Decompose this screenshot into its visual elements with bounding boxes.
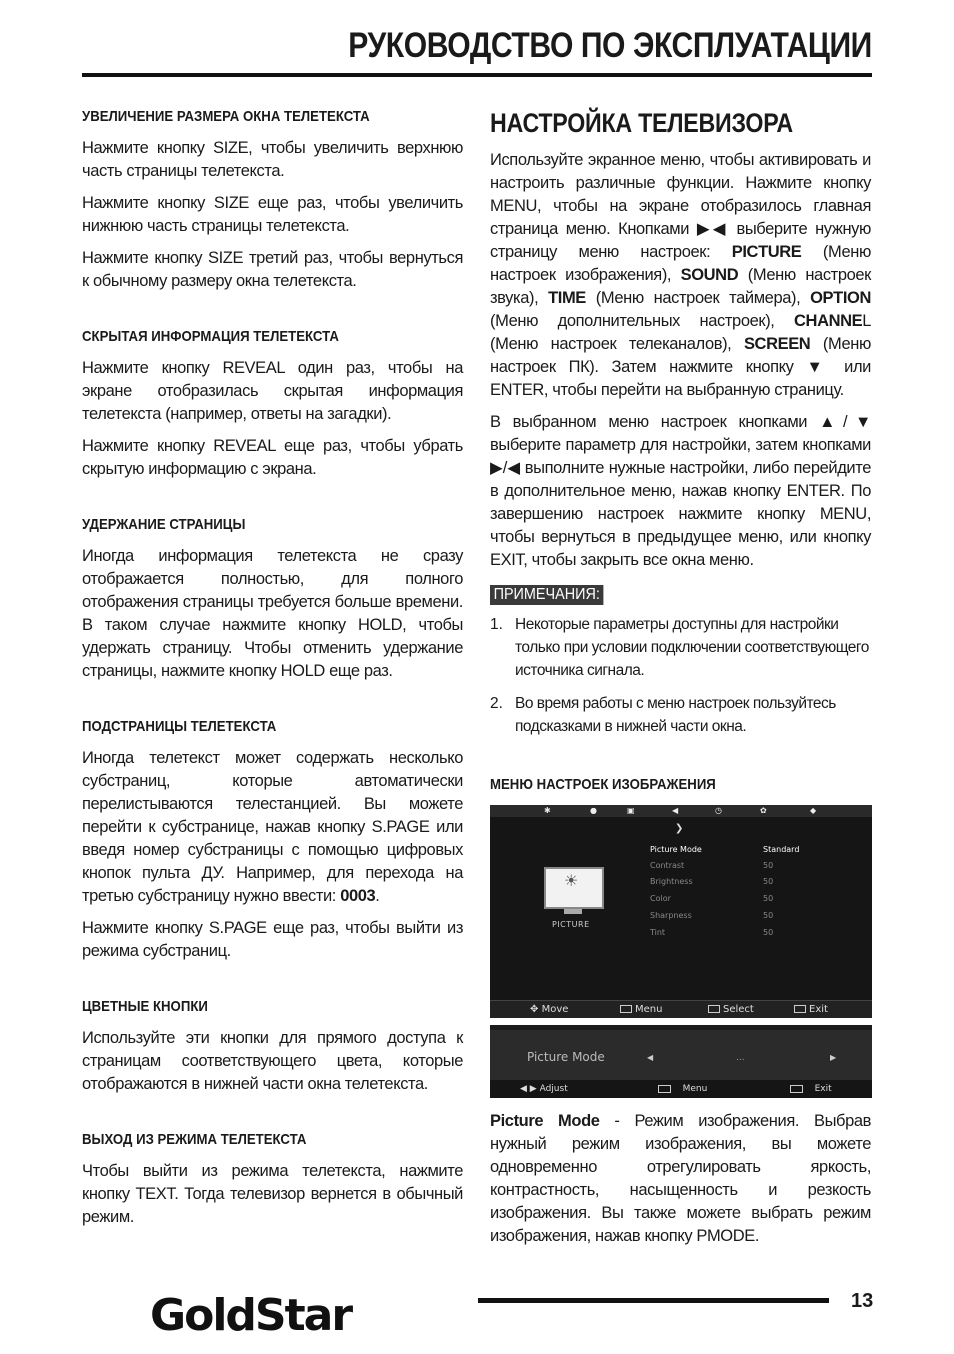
chevron-down-icon: ❯ (675, 823, 684, 834)
menu-key-icon (658, 1085, 671, 1093)
paragraph: Чтобы выйти из режима телетекста, нажмите кнопку TEXT. Тогда телевизор вернется в обычный режим. (82, 1162, 463, 1226)
exit-key-icon (794, 1005, 806, 1013)
footer-rule (478, 1298, 829, 1303)
paragraph: Используйте экранное меню, чтобы активировать и настроить различные функции. Нажмите кнопку MENU, чтобы на экране отобразилось главная страница меню. Кнопками ▶◀ выберите нужную страницу меню настроек: PICTURE (Меню настроек изображения), SOUND (Меню настроек звука), TIME (Меню настроек таймера), OPTION (Меню дополнительных настроек), CHANNEL (Меню настроек телеканалов), SCREEN (Меню настроек ПК). Затем нажмите кнопку ▼ или ENTER, чтобы перейти на выбранную страницу. (490, 151, 871, 399)
paragraph: Нажмите кнопку SIZE третий раз, чтобы вернуться к обычному размеру окна телетекста. (82, 249, 463, 290)
section-title-subpages: ПОДСТРАНИЦЫ ТЕЛЕТЕКСТА (82, 718, 277, 735)
menu-key-icon (620, 1005, 632, 1013)
select-key-icon (708, 1005, 720, 1013)
picture-tab-icon: ✱ (544, 806, 551, 815)
move-arrows-icon: ✥ (530, 1004, 539, 1015)
notes-badge: ПРИМЕЧАНИЯ: (490, 585, 603, 605)
paragraph: Нажмите кнопку REVEAL еще раз, чтобы убрать скрытую информацию с экрана. (82, 437, 463, 478)
section-title-hold: УДЕРЖАНИЕ СТРАНИЦЫ (82, 516, 246, 533)
section-title-reveal: СКРЫТАЯ ИНФОРМАЦИЯ ТЕЛЕТЕКСТА (82, 328, 339, 345)
tv-menu-tabs (490, 805, 872, 817)
section-title-tv-setup: НАСТРОЙКА ТЕЛЕВИЗОРА (490, 108, 793, 138)
option-tab-icon: ✿ (760, 806, 767, 815)
paragraph: Используйте эти кнопки для прямого доступа к страницам соответствующего цвета, которые отображаются в нижней части окна телетекста. (82, 1029, 463, 1093)
list-item: 1. Некоторые параметры доступны для настройки только при условии подключении соответствующего источника сигнала. (490, 616, 869, 679)
section-title-color-buttons: ЦВЕТНЫЕ КНОПКИ (82, 998, 208, 1015)
list-item: 2. Во время работы с меню настроек пользуйтесь подсказками в нижней части окна. (490, 695, 836, 735)
sun-icon: ☀ (564, 871, 579, 890)
arrow-right-icon: ▶ (830, 1053, 837, 1062)
exit-key-icon (790, 1085, 803, 1093)
tv-hint-bar: ✥ Move Menu Select Exit (490, 1000, 872, 1018)
notes-list (490, 613, 871, 738)
header-rule (82, 73, 872, 77)
sound-tab-icon: ◀ (672, 806, 679, 815)
tv-picture-mode-bar: Picture Mode ◀ ... ▶ ◀ ▶ Adjust Menu Exit (490, 1025, 872, 1098)
section-title-exit-teletext: ВЫХОД ИЗ РЕЖИМА ТЕЛЕТЕКСТА (82, 1131, 307, 1148)
picture-mode-value: ... (736, 1053, 745, 1063)
page-header-title: РУКОВОДСТВО ПО ЭКСПЛУАТАЦИИ (348, 26, 872, 65)
left-right-arrows-icon: ◀ ▶ (520, 1084, 537, 1094)
paragraph: В выбранном меню настроек кнопками ▲/▼ выберите параметр для настройки, затем кнопками ▶/◀ выполните нужные настройки, либо перейдите в дополнительное меню, нажав кнопку ENTER. По завершению настроек нажмите кнопку MENU, чтобы вернуться в предыдущее меню, или кнопку EXIT, чтобы закрыть все окна меню. (490, 413, 871, 569)
picture-tab-icon: ▣ (627, 806, 635, 815)
sound-tab-icon: ● (590, 806, 597, 815)
paragraph: Нажмите кнопку SIZE, чтобы увеличить верхнюю часть страницы телетекста. (82, 139, 463, 180)
section-title-picture-menu: МЕНЮ НАСТРОЕК ИЗОБРАЖЕНИЯ (490, 776, 716, 793)
left-column (82, 108, 463, 1238)
section-title-size: УВЕЛИЧЕНИЕ РАЗМЕРА ОКНА ТЕЛЕТЕКСТА (82, 108, 370, 125)
paragraph: Нажмите кнопку SIZE еще раз, чтобы увеличить нижнюю часть страницы телетекста. (82, 194, 463, 235)
paragraph: Нажмите кнопку S.PAGE еще раз, чтобы выйти из режима субстраниц. (82, 919, 463, 960)
right-column (490, 108, 871, 1257)
arrow-left-icon: ◀ (647, 1053, 654, 1062)
paragraph: Picture Mode - Режим изображения. Выбрав нужный режим изображения, вы можете одновременно отрегулировать яркость, контрастность, насыщенность и резкость изображения. Вы также можете выбрать режим изображения, нажав кнопку PMODE. (490, 1112, 871, 1245)
screen-tab-icon: ◆ (810, 806, 817, 815)
menu-page-label: PICTURE (552, 920, 590, 929)
time-tab-icon: ◷ (715, 806, 722, 815)
goldstar-logo: GoldStar (150, 1290, 352, 1341)
picture-mode-label: Picture Mode (527, 1050, 605, 1064)
paragraph: Нажмите кнопку REVEAL один раз, чтобы на экране отобразилась скрытая информация телетекста (например, ответы на загадки). (82, 359, 463, 423)
tv-menu-screenshot: ✱ ● ▣ ◀ ◷ ✿ ◆ ❯ ☀ PICTURE Picture Mode Standard Contrast 50 Brightness 50 Color 50 Sharpness 50 Tint 50 ✥ Move Menu Select Exit (490, 805, 872, 1018)
page-number: 13 (851, 1290, 874, 1312)
paragraph: Иногда информация телетекста не сразу отображается полностью, для полного отображения страницы требуется больше времени. В таком случае нажмите кнопку HOLD, чтобы удержать страницу. Чтобы отменить удержание страницы, нажмите кнопку HOLD еще раз. (82, 547, 463, 680)
paragraph: Иногда телетекст может содержать несколько субстраниц, которые автоматически перелистываются телестанцией. Вы можете перейти к субстранице, нажав кнопку S.PAGE или введя номер субстраницы с помощью цифровых кнопок пульта ДУ. Например, для перехода на третью субстраницу нужно ввести: 0003. (82, 749, 463, 905)
bold-code: 0003 (340, 887, 376, 905)
